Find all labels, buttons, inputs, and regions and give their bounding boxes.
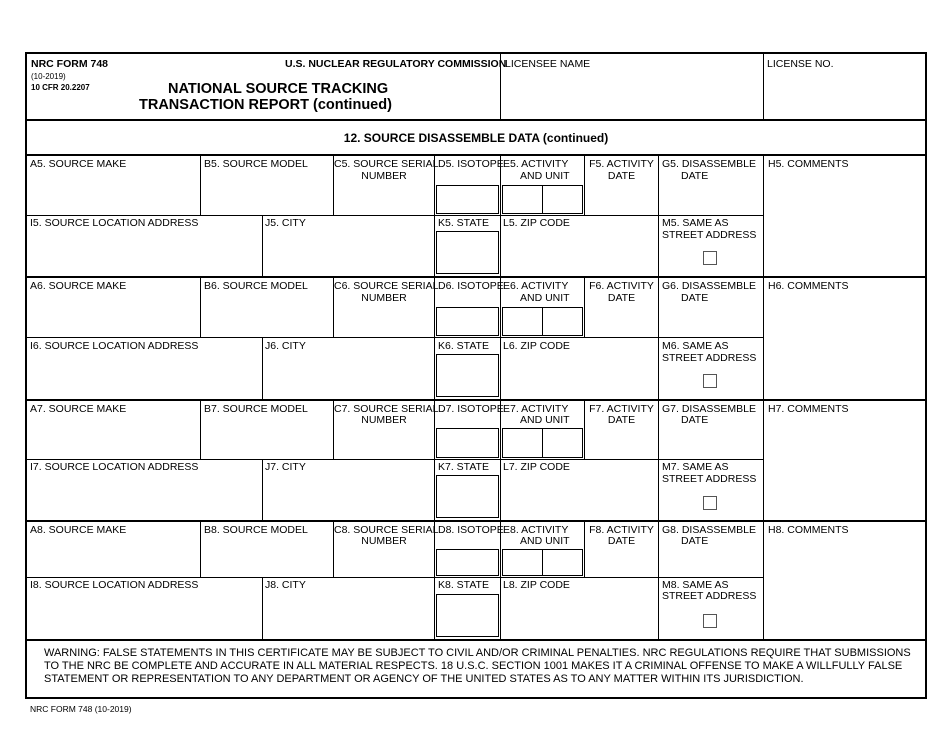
- entry-divider: [26, 276, 926, 278]
- form-id: NRC FORM 748: [31, 58, 109, 70]
- j-city-label: J8. CITY: [265, 579, 306, 591]
- b-source-model-label: B5. SOURCE MODEL: [204, 158, 308, 170]
- g-disassemble-label-2: DATE: [681, 535, 709, 547]
- m-same-checkbox[interactable]: [703, 496, 717, 510]
- g-disassemble-label: G8. DISASSEMBLE: [662, 524, 756, 536]
- e-activity-label: E6. ACTIVITY: [503, 280, 569, 292]
- f-activity-date-label: F8. ACTIVITY: [589, 524, 654, 536]
- m-same-label: M6. SAME AS: [662, 340, 729, 352]
- k-state-input[interactable]: [436, 231, 499, 274]
- col-divider: [658, 155, 659, 276]
- k-state-input[interactable]: [436, 354, 499, 397]
- c-serial-label-2: NUMBER: [361, 414, 407, 426]
- col-divider: [500, 400, 501, 520]
- license-no-label: LICENSE NO.: [767, 58, 834, 70]
- entry-divider: [26, 399, 926, 401]
- c-serial-label: C7. SOURCE SERIAL: [334, 403, 439, 415]
- footer-form-id: NRC FORM 748 (10-2019): [30, 704, 132, 714]
- e-activity-label: E8. ACTIVITY: [503, 524, 569, 536]
- form-revision: (10-2019): [31, 72, 66, 81]
- b-source-model-label: B7. SOURCE MODEL: [204, 403, 308, 415]
- l-zip-label: L6. ZIP CODE: [503, 340, 570, 352]
- m-same-checkbox[interactable]: [703, 374, 717, 388]
- m-same-label-2: STREET ADDRESS: [662, 229, 757, 241]
- col-divider: [500, 521, 501, 639]
- licensee-name-field[interactable]: [502, 72, 761, 116]
- section-rule: [26, 154, 926, 156]
- warning-line-3: STATEMENT OR REPRESENTATION TO ANY DEPARTMENT OR AGENCY OF THE UNITED STATES AS TO ANY MATTER WITHIN ITS JURISDICTION.: [44, 673, 804, 685]
- m-same-checkbox[interactable]: [703, 614, 717, 628]
- col-divider: [500, 277, 501, 399]
- e-unit-input[interactable]: [542, 428, 583, 458]
- a-source-make-label: A7. SOURCE MAKE: [30, 403, 127, 415]
- f-activity-date-label-2: DATE: [607, 414, 636, 426]
- col-divider: [763, 155, 764, 276]
- license-no-field[interactable]: [765, 72, 923, 116]
- m-same-label-2: STREET ADDRESS: [662, 473, 757, 485]
- k-state-label: K8. STATE: [438, 579, 489, 591]
- licensee-name-label: LICENSEE NAME: [505, 58, 591, 70]
- warning-line-1: WARNING: FALSE STATEMENTS IN THIS CERTIFICATE MAY BE SUBJECT TO CIVIL AND/OR CRIMINAL PENALTIES. NRC REGULATIONS REQUIRE THAT SUBMISSIONS: [44, 647, 911, 659]
- m-same-checkbox[interactable]: [703, 251, 717, 265]
- f-activity-date-label: F6. ACTIVITY: [589, 280, 654, 292]
- col-divider: [434, 521, 435, 639]
- h-comments-label: H5. COMMENTS: [768, 158, 849, 170]
- col-divider: [763, 521, 764, 639]
- d-isotope-label: D5. ISOTOPE: [438, 158, 504, 170]
- c-serial-label-2: NUMBER: [361, 170, 407, 182]
- b-source-model-label: B6. SOURCE MODEL: [204, 280, 308, 292]
- e-activity-label-2: AND UNIT: [520, 292, 570, 304]
- c-serial-label: C6. SOURCE SERIAL: [334, 280, 439, 292]
- form-title-line1: NATIONAL SOURCE TRACKING: [168, 81, 389, 97]
- c-serial-label: C8. SOURCE SERIAL: [334, 524, 439, 536]
- e-activity-label: E5. ACTIVITY: [503, 158, 569, 170]
- m-same-label: M7. SAME AS: [662, 461, 729, 473]
- m-same-label-2: STREET ADDRESS: [662, 352, 757, 364]
- j-city-label: J6. CITY: [265, 340, 306, 352]
- section-title: 12. SOURCE DISASSEMBLE DATA (continued): [343, 131, 609, 145]
- agency-name: U.S. NUCLEAR REGULATORY COMMISSION: [285, 58, 507, 70]
- f-activity-date-label-2: DATE: [607, 292, 636, 304]
- col-divider: [262, 337, 263, 399]
- k-state-input[interactable]: [436, 475, 499, 518]
- col-divider: [658, 400, 659, 520]
- row-divider: [26, 215, 763, 216]
- e-activity-label: E7. ACTIVITY: [503, 403, 569, 415]
- e-activity-input[interactable]: [502, 549, 543, 576]
- d-isotope-input[interactable]: [436, 549, 499, 576]
- warning-line-2: TO THE NRC BE COMPLETE AND ACCURATE IN ALL MATERIAL RESPECTS. 18 U.S.C. SECTION 1001 MAKES IT A CRIMINAL OFFENSE TO MAKE A WILLFULLY FALSE: [44, 660, 903, 672]
- col-divider: [200, 521, 201, 577]
- col-divider: [658, 277, 659, 399]
- c-serial-label: C5. SOURCE SERIAL: [334, 158, 439, 170]
- k-state-label: K7. STATE: [438, 461, 489, 473]
- k-state-label: K6. STATE: [438, 340, 489, 352]
- col-divider: [262, 459, 263, 520]
- col-divider: [200, 277, 201, 337]
- g-disassemble-label-2: DATE: [681, 414, 709, 426]
- e-activity-label-2: AND UNIT: [520, 535, 570, 547]
- f-activity-date-label-2: DATE: [607, 535, 636, 547]
- f-activity-date-label: F7. ACTIVITY: [589, 403, 654, 415]
- b-source-model-label: B8. SOURCE MODEL: [204, 524, 308, 536]
- e-unit-input[interactable]: [542, 307, 583, 336]
- h-comments-label: H6. COMMENTS: [768, 280, 849, 292]
- e-activity-label-2: AND UNIT: [520, 170, 570, 182]
- entry-divider: [26, 639, 926, 641]
- row-divider: [26, 459, 763, 460]
- a-source-make-label: A8. SOURCE MAKE: [30, 524, 127, 536]
- f-activity-date-label-2: DATE: [607, 170, 636, 182]
- m-same-label: M5. SAME AS: [662, 217, 729, 229]
- form-title-line2: TRANSACTION REPORT (continued): [139, 97, 392, 113]
- i-location-address-label: I7. SOURCE LOCATION ADDRESS: [30, 461, 199, 473]
- l-zip-label: L7. ZIP CODE: [503, 461, 570, 473]
- header-divider: [763, 53, 764, 119]
- col-divider: [434, 277, 435, 399]
- col-divider: [434, 400, 435, 520]
- header-rule: [26, 119, 926, 121]
- j-city-label: J5. CITY: [265, 217, 306, 229]
- e-unit-input[interactable]: [542, 185, 583, 214]
- col-divider: [763, 277, 764, 399]
- e-activity-input[interactable]: [502, 185, 543, 214]
- g-disassemble-label: G5. DISASSEMBLE: [662, 158, 756, 170]
- header-divider: [500, 53, 501, 119]
- g-disassemble-label: G6. DISASSEMBLE: [662, 280, 756, 292]
- e-unit-input[interactable]: [542, 549, 583, 576]
- e-activity-label-2: AND UNIT: [520, 414, 570, 426]
- c-serial-label-2: NUMBER: [361, 535, 407, 547]
- c-serial-label-2: NUMBER: [361, 292, 407, 304]
- col-divider: [200, 400, 201, 459]
- j-city-label: J7. CITY: [265, 461, 306, 473]
- g-disassemble-label-2: DATE: [681, 292, 709, 304]
- i-location-address-label: I8. SOURCE LOCATION ADDRESS: [30, 579, 199, 591]
- row-divider: [26, 577, 763, 578]
- f-activity-date-label: F5. ACTIVITY: [589, 158, 654, 170]
- d-isotope-label: D6. ISOTOPE: [438, 280, 504, 292]
- cfr-reference: 10 CFR 20.2207: [31, 83, 90, 92]
- i-location-address-label: I5. SOURCE LOCATION ADDRESS: [30, 217, 199, 229]
- row-divider: [26, 337, 763, 338]
- e-activity-input[interactable]: [502, 428, 543, 458]
- col-divider: [658, 521, 659, 639]
- col-divider: [500, 155, 501, 276]
- l-zip-label: L8. ZIP CODE: [503, 579, 570, 591]
- g-disassemble-label: G7. DISASSEMBLE: [662, 403, 756, 415]
- l-zip-label: L5. ZIP CODE: [503, 217, 570, 229]
- a-source-make-label: A5. SOURCE MAKE: [30, 158, 127, 170]
- col-divider: [763, 400, 764, 520]
- g-disassemble-label-2: DATE: [681, 170, 709, 182]
- i-location-address-label: I6. SOURCE LOCATION ADDRESS: [30, 340, 199, 352]
- h-comments-label: H8. COMMENTS: [768, 524, 849, 536]
- d-isotope-label: D7. ISOTOPE: [438, 403, 504, 415]
- a-source-make-label: A6. SOURCE MAKE: [30, 280, 127, 292]
- d-isotope-label: D8. ISOTOPE: [438, 524, 504, 536]
- col-divider: [434, 155, 435, 276]
- d-isotope-input[interactable]: [436, 428, 499, 458]
- col-divider: [262, 215, 263, 276]
- k-state-input[interactable]: [436, 594, 499, 637]
- d-isotope-input[interactable]: [436, 307, 499, 336]
- entry-divider: [26, 520, 926, 522]
- m-same-label: M8. SAME AS: [662, 579, 729, 591]
- k-state-label: K5. STATE: [438, 217, 489, 229]
- col-divider: [262, 577, 263, 639]
- col-divider: [200, 155, 201, 215]
- e-activity-input[interactable]: [502, 307, 543, 336]
- m-same-label-2: STREET ADDRESS: [662, 590, 757, 602]
- d-isotope-input[interactable]: [436, 185, 499, 214]
- h-comments-label: H7. COMMENTS: [768, 403, 849, 415]
